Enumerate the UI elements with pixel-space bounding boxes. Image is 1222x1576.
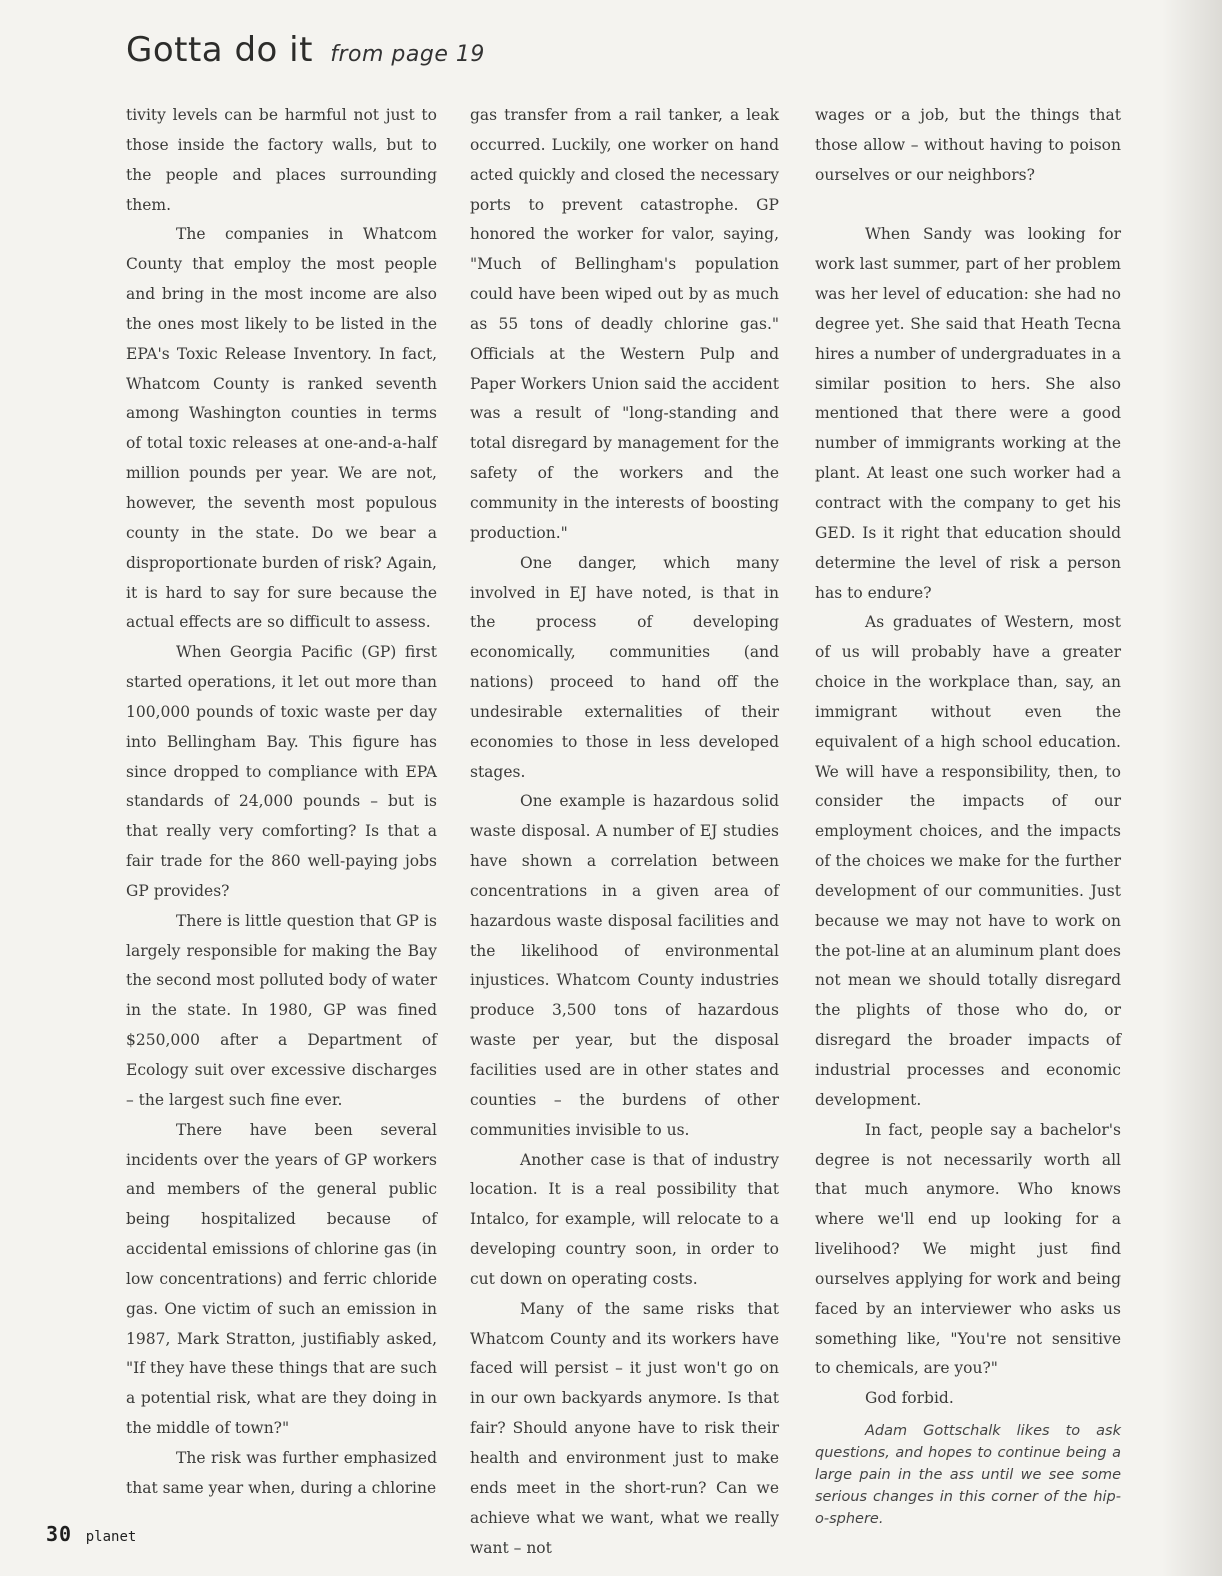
paragraph: The risk was further emphasized that same year when, during a chlorine	[126, 1448, 437, 1497]
continued-from-label: from page 19	[330, 42, 485, 67]
paragraph: As graduates of Western, most of us will probably have a greater choice in the workplace than, say, an immigrant without even the equivalent of a high school education. We will have a responsibility, then, to consider the impacts of our employment choices, and the impacts of the choices we make for the further development of our communities. Just because we may not have to work on the pot-line at an aluminum plant does not mean we should totally disregard the plights of those who do, or disregard the broader impacts of industrial processes and economic development.	[815, 613, 1121, 1109]
page-title	[126, 30, 485, 70]
paragraph: gas transfer from a rail tanker, a leak occurred. Luckily, one worker on hand acted quickly and closed the necessary ports to prevent catastrophe. GP honored the worker for valor, saying, "Much of Bellingham's population could have been wiped out by as much as 55 tons of deadly chlorine gas." Officials at the Western Pulp and Paper Workers Union said the accident was a result of "long-standing and total disregard by management for the safety of the workers and the community in the interests of boosting production."	[470, 106, 779, 542]
paragraph: wages or a job, but the things that those allow – without having to poison ourselves or our neighbors?	[815, 106, 1121, 184]
paragraph: When Georgia Pacific (GP) first started operations, it let out more than 100,000 pounds of toxic waste per day into Bellingham Bay. This figure has since dropped to compliance with EPA standards of 24,000 pounds – but is that really very comforting? Is that a fair trade for the 860 well-paying jobs GP provides?	[126, 643, 437, 900]
paragraph: God forbid.	[865, 1389, 954, 1408]
page-footer	[46, 1522, 136, 1546]
article-column-1	[126, 101, 437, 1504]
article-column-2	[470, 101, 779, 1563]
publication-name: planet	[85, 1529, 137, 1545]
author-byline: Adam Gottschalk likes to ask questions, and hopes to continue being a large pain in the ass until we see some serious changes in this corner of the hip-o-sphere.	[815, 1423, 1121, 1528]
headline-title: Gotta do it	[126, 30, 313, 70]
paragraph: In fact, people say a bachelor's degree is not necessarily worth all that much anymore. Who knows where we'll end up looking for a livelihood? We might just find ourselves applying for work and being faced by an interviewer who asks us something like, "You're not sensitive to chemicals, are you?"	[815, 1120, 1121, 1378]
paragraph: Another case is that of industry location. It is a real possibility that Intalco, for example, will relocate to a developing country soon, in order to cut down on operating costs.	[470, 1150, 779, 1288]
paragraph: One example is hazardous solid waste disposal. A number of EJ studies have shown a correlation between concentrations in a given area of hazardous waste disposal facilities and the likelihood of environmental injustices. Whatcom County industries produce 3,500 tons of hazardous waste per year, but the disposal facilities used are in other states and counties – the burdens of other communities invisible to us.	[470, 792, 779, 1139]
paragraph: The companies in Whatcom County that employ the most people and bring in the most income are also the ones most likely to be listed in the EPA's Toxic Release Inventory. In fact, Whatcom County is ranked seventh among Washington counties in terms of total toxic releases at one-and-a-half million pounds per year. We are not, however, the seventh most populous county in the state. Do we bear a disproportionate burden of risk? Again, it is hard to say for sure because the actual effects are so difficult to assess.	[126, 225, 437, 632]
paragraph: When Sandy was looking for work last summer, part of her problem was her level of education: she had no degree yet. She said that Heath Tecna hires a number of undergraduates in a similar position to hers. She also mentioned that there were a good number of immigrants working at the plant. At least one such worker had a contract with the company to get his GED. Is it right that education should determine the level of risk a person has to endure?	[815, 225, 1121, 602]
paragraph: There have been several incidents over the years of GP workers and members of the general public being hospitalized because of accidental emissions of chlorine gas (in low concentrations) and ferric chloride gas. One victim of such an emission in 1987, Mark Stratton, justifiably asked, "If they have these things that are such a potential risk, what are they doing in the middle of town?"	[126, 1120, 437, 1438]
paragraph: One danger, which many involved in EJ have noted, is that in the process of developing economically, communities (and nations) proceed to hand off the undesirable externalities of their economies to those in less developed stages.	[470, 553, 779, 781]
paragraph: tivity levels can be harmful not just to those inside the factory walls, but to the people and places surrounding them.	[126, 106, 437, 214]
paragraph: There is little question that GP is largely responsible for making the Bay the second most polluted body of water in the state. In 1980, GP was fined $250,000 after a Department of Ecology suit over excessive discharges – the largest such fine ever.	[126, 911, 437, 1109]
page-number: 30	[46, 1522, 73, 1546]
paragraph: Many of the same risks that Whatcom County and its workers have faced will persist – it just won't go on in our own backyards anymore. Is that fair? Should anyone have to risk their health and environment just to make ends meet in the short-run? Can we achieve what we want, what we really want – not	[470, 1299, 779, 1557]
page-edge-shadow	[1162, 0, 1222, 1576]
article-column-3	[815, 101, 1121, 1530]
